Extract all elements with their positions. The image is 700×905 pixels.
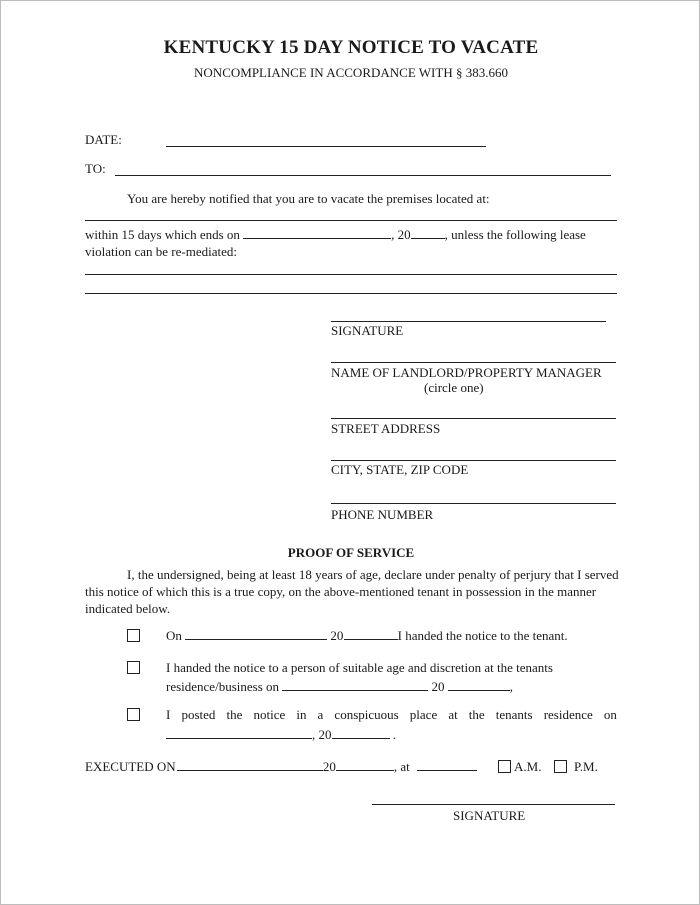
server-signature-field[interactable]: [372, 804, 615, 805]
within-suffix: , unless the following lease: [444, 227, 586, 242]
city-state-zip-label: CITY, STATE, ZIP CODE: [331, 462, 469, 477]
option-3-year-field[interactable]: [332, 727, 390, 739]
notice-text: You are hereby notified that you are to vacate the premises located at:: [127, 191, 490, 206]
document-subtitle: NONCOMPLIANCE IN ACCORDANCE WITH § 383.660: [194, 65, 508, 80]
within-prefix: within 15 days which ends on: [85, 227, 240, 242]
option-3-word: on: [603, 707, 617, 722]
pm-label: P.M.: [574, 759, 598, 774]
option-2-year-field[interactable]: [448, 679, 510, 691]
date-field[interactable]: [166, 146, 486, 147]
option-1-date-field[interactable]: [185, 628, 327, 640]
option-3-line-1: [166, 707, 617, 723]
option-2-text: residence/business on: [166, 679, 280, 694]
option-3-word: I: [166, 707, 171, 722]
am-label: A.M.: [514, 759, 542, 774]
end-year-field[interactable]: [411, 227, 445, 239]
option-1-year: 20: [330, 628, 344, 643]
option-2-line-1: I handed the notice to a person of suitable age and discretion at the tenants: [166, 660, 553, 675]
to-label: TO:: [85, 161, 106, 176]
option-3-word: the: [226, 707, 243, 722]
option-2-date-field[interactable]: [282, 679, 428, 691]
option-3-year: , 20: [312, 727, 332, 742]
proof-line-1: I, the undersigned, being at least 18 years of age, declare under penalty of perjury that I served: [127, 567, 619, 582]
option-3-word: residence: [543, 707, 593, 722]
option-3-end: .: [392, 727, 396, 742]
phone-number-field[interactable]: [331, 503, 616, 504]
proof-line-2: this notice of which this is a true copy, on the above-mentioned tenant in possession in the manner: [85, 584, 597, 599]
premises-address-field[interactable]: [85, 220, 617, 221]
option-3-word: a: [317, 707, 324, 722]
proof-of-service-heading: PROOF OF SERVICE: [287, 545, 415, 560]
option-1-text: I handed the notice to the tenant.: [397, 628, 568, 643]
posted-notice-checkbox[interactable]: [127, 708, 140, 721]
option-3-word: place: [409, 707, 438, 722]
executed-year: 20: [322, 759, 336, 774]
pm-checkbox[interactable]: [554, 760, 567, 773]
am-checkbox[interactable]: [498, 760, 511, 773]
option-2-line-2: [166, 679, 513, 695]
proof-line-3: indicated below.: [85, 601, 171, 616]
option-3-date-field[interactable]: [166, 727, 312, 739]
executed-date-field[interactable]: [177, 759, 323, 771]
to-field[interactable]: [115, 175, 611, 176]
violation-text: violation can be re-mediated:: [85, 244, 237, 259]
handed-to-tenant-checkbox[interactable]: [127, 629, 140, 642]
option-3-word: posted: [181, 707, 216, 722]
option-2-end: ,: [509, 679, 514, 694]
option-3-word: at: [448, 707, 458, 722]
option-3-word: the: [468, 707, 485, 722]
handed-to-person-checkbox[interactable]: [127, 661, 140, 674]
option-1-on: On: [166, 628, 182, 643]
street-address-field[interactable]: [331, 418, 616, 419]
option-3-word: tenants: [495, 707, 533, 722]
landlord-name-label: NAME OF LANDLORD/PROPERTY MANAGER: [331, 365, 602, 380]
executed-time-field[interactable]: [417, 759, 477, 771]
within-year: , 20: [391, 227, 411, 242]
option-3-word: notice: [253, 707, 286, 722]
landlord-signature-field[interactable]: [331, 321, 606, 322]
executed-line: [85, 759, 477, 775]
executed-at: , at: [393, 759, 410, 774]
circle-one-note: (circle one): [424, 380, 484, 395]
executed-label: EXECUTED ON: [85, 759, 176, 774]
city-state-zip-field[interactable]: [331, 460, 616, 461]
option-3-word: conspicuous: [334, 707, 399, 722]
end-date-field[interactable]: [243, 227, 391, 239]
within-days-line: [85, 227, 586, 243]
phone-number-label: PHONE NUMBER: [331, 507, 434, 522]
date-label: DATE:: [85, 132, 122, 147]
landlord-name-field[interactable]: [331, 362, 616, 363]
violation-field-2[interactable]: [85, 293, 617, 294]
option-1-line: [166, 628, 568, 644]
server-signature-label: SIGNATURE: [453, 808, 526, 823]
option-2-year: 20: [431, 679, 445, 694]
option-1-year-field[interactable]: [344, 628, 398, 640]
street-address-label: STREET ADDRESS: [331, 421, 441, 436]
document-title: KENTUCKY 15 DAY NOTICE TO VACATE: [163, 37, 539, 58]
signature-label: SIGNATURE: [331, 323, 404, 338]
option-3-word: in: [296, 707, 307, 722]
violation-field-1[interactable]: [85, 274, 617, 275]
option-3-line-2: [166, 727, 396, 743]
executed-year-field[interactable]: [336, 759, 394, 771]
